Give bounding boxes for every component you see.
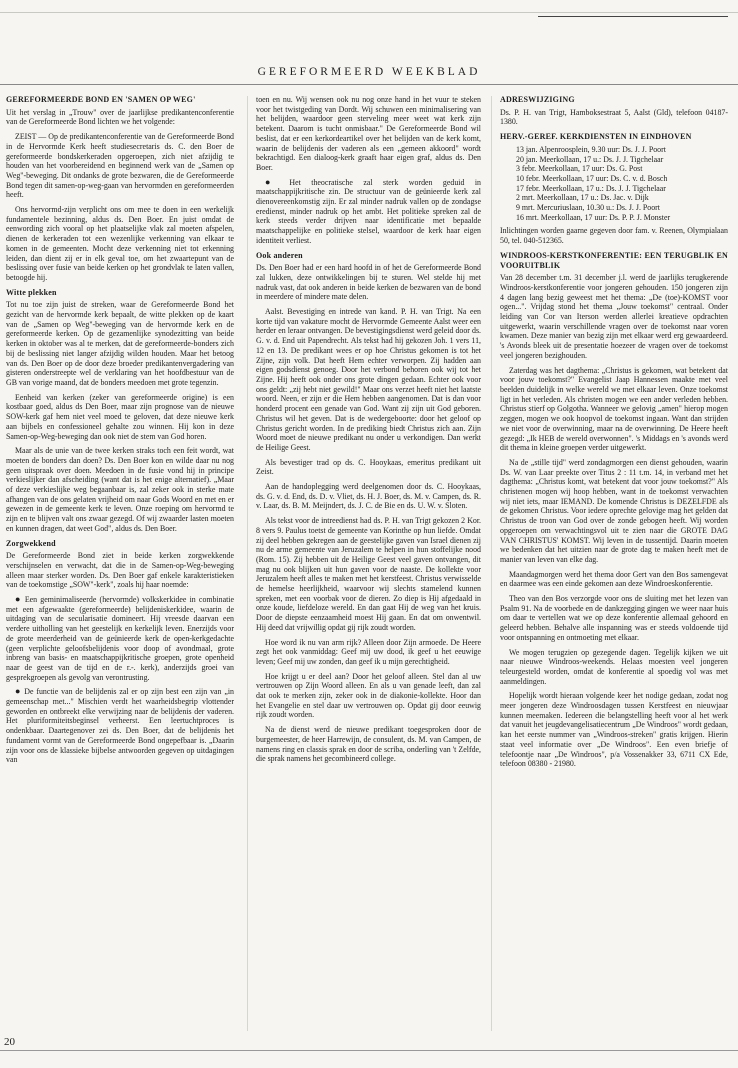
bullet-text: Het theocratische zal sterk worden geduid in maatschappijkritische zin. De structuur van de geünieerde kerk zal dienovereenkomstig zijn. Er zal minder nadruk vallen op de zondagse eredienst, minder nadruk op het ambt. Het politieke spreken zal de kerk steeds verder drijven naar identificatie met bepaalde maatschappelijke en politieke stelsel, waardoor de kerk haar eigen identiteit verliest. <box>256 177 481 245</box>
paragraph: Theo van den Bos verzorgde voor ons de sluiting met het lezen van Psalm 91. Na de voorbede en de dankzegging gingen we weer naar huis om daar te vertellen wat we op deze konferentie allemaal gehoord en geleerd hebben. Behalve alle inspanning was er steeds voldoende tijd voor ontspanning en ontmoeting met elkaar. <box>500 594 728 642</box>
schedule-item: 17 febr. Meerkollaan, 17 u.: Ds. J. J. Tigchelaar <box>516 183 666 193</box>
heading-zorgwekkend: Zorgwekkend <box>6 538 56 548</box>
paragraph: Na de dienst werd de nieuwe predikant toegesproken door de burgemeester, de heer Harrewijn, de consulent, ds. M. van Campen, de namens ring en classis sprak en door de scriba, onderling van 't Zelfde, die sprak namens het gecombineerd college. <box>256 725 481 764</box>
heading-adreswijziging: ADRESWIJZIGING <box>500 95 575 104</box>
column-2 <box>256 95 481 1035</box>
top-rule <box>0 12 738 13</box>
paragraph: Tot nu toe zijn juist de streken, waar de Gereformeerde Bond het gezicht van de hervormde kerk bepaalt, de witte plekken op de kaart van de „Samen op Weg"-beweging van de hervormde kerk en de gereformeerde kerken. Op de gezamenlijke synodezitting van beide kerken in oktober was al te merken, dat de gereformeerde-bonders zich bij de beslissing niet langer afzijdig wilden houden. Maar het betoog van ds. Den Boer op de door deze broeder predikantenvergadering van gisteren onderstreepte wel de verklaring van het hoofdbestuur van de GB van vorige maand, dat de bonders meedoen met grote tegenzin. <box>6 300 234 387</box>
paragraph: toen en nu. Wij wensen ook nu nog onze hand in het vuur te steken voor het twistgeding van Dordt. Wij schuwen een minimalisering van het belijden, waardoor geen sterveling meer weet wat kerk zijn betekent. Daarom is tucht onmisbaar." De Gereformeerde Bond wil beslist, dat er een kerkordeartikel over het belijden van de kerk komt, waarin de belijdenis der vaderen als een „gemeen akkoord" wordt bekrachtigd. Een dialoog-kerk graaft haar eigen graf, aldus ds. Den Boer. <box>256 95 481 172</box>
top-dash <box>538 16 728 17</box>
bullet-paragraph <box>6 687 234 765</box>
service-schedule <box>500 145 728 223</box>
bullet-icon: ● <box>15 686 22 697</box>
paragraph: Inlichtingen worden gaarne gegeven door fam. v. Reenen, Olympialaan 50, tel. 040-512365. <box>500 226 728 246</box>
column-divider <box>491 96 492 1031</box>
heading-ook-anderen: Ook anderen <box>256 250 303 260</box>
schedule-item: 13 jan. Alpenroosplein, 9.30 uur: Ds. J. J. Poort <box>516 144 666 154</box>
column-divider <box>247 96 248 1031</box>
heading-witte-plekken: Witte plekken <box>6 287 57 297</box>
schedule-item: 3 febr. Meerkollaan, 17 uur: Ds. G. Post <box>516 164 643 174</box>
paragraph: Van 28 december t.m. 31 december j.l. werd de jaarlijks terugkerende Windroos-kerstkonferentie voor jongeren gehouden. 150 jongeren zijn 4 dagen lang bezig geweest met het thema: „De (toe)-KOMST voor ogen...". Vrijdag stond het thema „Jouw toekomst" centraal. Onder leiding van Cor van Iterson werden allerlei kreatieve opdrachten uitgewerkt, waarin verschillende vragen over de toekomst naar voren kwamen. Deze manier van bezig zijn met elkaar werd erg gewaardeerd. 's Avonds bleek uit de presentatie hoezeer de vragen over de toekomst veel jongeren bezighouden. <box>500 273 728 360</box>
paragraph: Aan de handoplegging werd deelgenomen door ds. C. Hooykaas, ds. G. v. d. End, ds. D. v. Vliet, ds. H. J. Boer, ds. M. v. Campen, ds. R. v. Laar, ds. B. M. Meijndert, ds. J. C. de Bie en ds. U. W. v. Sloten. <box>256 482 481 511</box>
schedule-item: 10 febr. Meerkollaan, 17 uur: Ds. C. v. d. Bosch <box>516 173 668 183</box>
paragraph: Na de „stille tijd" werd zondagmorgen een dienst gehouden, waarin Ds. W. van Laar preekte over Titus 2 : 11 t.m. 14, in verband met het dagthema: „Christus komt, wat betekent dat voor jouw toekomst?" Als christenen mogen wij hoop hebben, want in de toekomst verwachten wij niet iets, maar IEMAND. De komende Christus is DEZELFDE als de gekomen Christus. Voor iedere oprechte gelovige mag het gelden dat Christus de troon van God over de zonde gebogen heeft. Wij worden opgeroepen om verwachtingsvol uit te zien naar die GROTE DAG VAN CHRISTUS' KOMST. Wij leven in de tussentijd. Daarin moeten we bedenken dat het uitzien naar de grote dag te maken heeft met de manier van leven van elke dag. <box>500 457 728 564</box>
bullet-icon: ● <box>15 594 22 605</box>
paragraph: Ds. Den Boer had er een hard hoofd in of het de Gereformeerde Bond zal lukken, deze ontwikkelingen bij te sturen. Wel stelde hij met nadruk vast, dat ook anderen in beide kerken de bezwaren van de bond in meerdere of mindere mate delen. <box>256 263 481 302</box>
bullet-text: De functie van de belijdenis zal er op zijn best een zijn van „in gemeenschap met..." Mischien verdt het waarheidsbegrip vlottender geworden en ontbreekt elke verwijzing naar de belijdenis der vaderen. Het pluriformiteitsbeginsel verheerst. Een leertuchtproces is ondenkbaar. Daartegenover zei ds. Den Boer, dat de belijdenis het fundament vormt van de Gereformeerde Bond ongepefbaar is. „Daarin zijn voor ons de klassieke bijbelse antwoorden gegeven op uitdagingen van <box>6 687 234 765</box>
paragraph: Hoe word ik nu van arm rijk? Alleen door Zijn armoede. De Heere zegt het ook vanmiddag: Geef mij uw dood, ik geef u het eeuwige leven; Geef mij uw zonden, dan geef ik u mijn gerechtigheid. <box>256 637 481 666</box>
heading-kerkdiensten: HERV.-GEREF. KERKDIENSTEN IN EINDHOVEN <box>500 132 692 142</box>
paragraph: Als bevestiger trad op ds. C. Hooykaas, emeritus predikant uit Zeist. <box>256 457 481 477</box>
paragraph: Eenheid van kerken (zeker van gereformeerde origine) is een kostbaar goed, aldus ds Den Boer, maar zijn prognose van de nieuwe SOW-kerk gaf hem niet veel moed te geloven, dat deze nieuwe kerk aan bijbels en confessioneel gehalte zou winnen. Hij kon in deze Samen-op-Weg-beweging dan ook niet de stem van God horen. <box>6 392 234 441</box>
bullet-icon: ● <box>265 176 279 187</box>
masthead-rule <box>0 84 738 85</box>
paragraph: Als tekst voor de intreedienst had ds. P. H. van Trigt gekozen 2 Kor. 8 vers 9. Paulus toetst de gemeente van Korinthe op hun liefde. Omdat zij deel hebben gekregen aan de geestelijke gaven van Israel dienen zij nu de arme gemeente van Jeruzalem te helpen in hun stoffelijke nood (Rom. 15). Zij hebben uit de Heilige Geest veel gaven ontvangen, dit mag nu ook blijken uit hun gaven voor de naaste. De kollekte voor Jeruzalem heeft alles te maken met het kerstfeest. Christus verwisselde de hemelse heerlijkheid, waarvoor wij slechts stamelend kunnen spreken, met een voorbak voor de dieren. Zo diep is Hij afgedaald in onze koude, liefdeloze wereld. En dan gaat Hij de weg van het kruis. Door de diepste eenzaamheid moest Hij gaan. En dat om onwentwil. Hij deed dat vrijwillig opdat gij rijk zoudt worden. <box>256 516 481 632</box>
page-number: 20 <box>4 1036 15 1048</box>
paragraph: Uit het verslag in „Trouw" over de jaarlijkse predikantenconferentie van de Gereformeerde Bond lichten we het volgende: <box>6 107 234 127</box>
paragraph: Zaterdag was het dagthema: „Christus is gekomen, wat betekent dat voor jouw toekomst?" Evangelist Jaap Hannessen maakte met veel beelden duidelijk in welke wereld we met elkaar leven. Onze toekomst ligt in het verleden. Als christen mogen we een ander verleden hebben. Christus stierf op Golgotha. Wanneer we gelovig „amen" hierop mogen zeggen, mogen we ook hoopvol de toekomst ingaan. Want dan strijden we niet voor de overwinning, maar na de overwinning. De Heere heeft gezegd: „Ik HEB de wereld overwonnen". 's Middags en 's avonds werd dit thema in kleine groepen verder uitgewerkt. <box>500 365 728 453</box>
paragraph: Ds. P. H. van Trigt, Hamboksestraat 5, Aalst (Gld), telefoon 04187-1380. <box>500 107 728 127</box>
schedule-item: 16 mrt. Meerkollaan, 17 uur: Ds. P. P. J. Monster <box>516 212 671 222</box>
heading-samen-op-weg: GEREFORMEERDE BOND EN 'SAMEN OP WEG' <box>6 95 196 104</box>
column-1 <box>6 95 234 1035</box>
paragraph: Maar als de unie van de twee kerken straks toch een feit wordt, wat moeten de bonders dan doen? Ds. Den Boer kon en wilde daar nu nog geen uitspraak over doen. Meedoen in de fusie vond hij in principe verkieslijker dan afscheiding (want dat is het enige alternatief). „Maar of deze verkieslijke weg begaanbaar is, zal zeker ook in sterke mate afhangen van de ons gelaten vrijheid om naar Gods Woord en met en er gewezen in de gemeente kerk te leven. Onze roeping om hervormd te zijn en te blijven valt ons zwaar gezegd. Of wij zwaarder lasten moeten en kunnen dragen, dat weet God", aldus ds. Den Boer. <box>6 446 234 533</box>
paragraph: Hoe krijgt u er deel aan? Door het geloof alleen. Stel dan al uw vertrouwen op Zijn Woord alleen. En als u van genade leeft, dan zal dat ook te merken zijn, zeker ook in de diakonie-kollekte. Hoor dan het Evangelie en stel daar uw vertrouwen op. Opdat gij door eeuwig rijk zoudt worden. <box>256 671 481 720</box>
paragraph: De Gereformeerde Bond ziet in beide kerken zorgwekkende verschijnselen en verwacht, dat die in de Samen-op-Weg-beweging alleen maar sterker worden. Ds. Den Boer gaf enkele karakteristieken van de toekomstige „SOW"-kerk", zoals hij haar noemde: <box>6 551 234 590</box>
schedule-item: 9 mrt. Mercuriuslaan, 10.30 u.: Ds. J. J. Poort <box>516 203 660 213</box>
paragraph: We mogen terugzien op gezegende dagen. Tegelijk kijken we uit naar nieuwe Windroos-weekends. Helaas moesten veel jongeren teleurgesteld worden, omdat de konferentie al spoedig vol was met aanmeldingen. <box>500 647 728 686</box>
paragraph: Ons hervormd-zijn verplicht ons om mee te doen in een werkelijk fundamentele bezinning, aldus ds. Den Boer. En juist omdat de eenwording zich vooral op het plaatselijke vlak zal moeten afspelen, dienen de kerkeraden tot een wezenlijke verkenning van elkaar te komen in de gemeenten. Mocht deze verkenning niet tot erkenning leiden, dan dient zij er in elk geval toe, om het zwaartepunt van de beslissing over fusie van beide kerken op het grondvlak te laten vallen, betoogde hij. <box>6 205 234 282</box>
paragraph: ZEIST — Op de predikantenconferentie van de Gereformeerde Bond in de Hervormde Kerk heeft studiesecretaris ds. C. den Boer de gereformeerde bondskerkeraden opgeroepen, zich niet afzijdig te houden van het voorbereidend en beginnend werk van de „Samen op Weg"-beweging. Dit ondanks de grote bezwaren, die de Gereformeerde Bond tegen dit samen-op-weg-gaan van hervormden en gereformeerden heeft. <box>6 132 234 200</box>
paragraph: Maandagmorgen werd het thema door Gert van den Bos samengevat en daarmee was een einde gekomen aan deze Windroeskonferentie. <box>500 569 728 589</box>
paragraph: Aalst. Bevestiging en intrede van kand. P. H. van Trigt. Na een korte tijd van vakature mocht de Hervormde Gemeente Aalst weer een herder en leraar ontvangen. De bevestigingsdienst werd geleid door ds. G. v. d. End uit Papendrecht. Als tekst had hij gekozen Joh. 1 vers 11, 12 en 13. De predikant wees er op hoe Christus gekomen is tot het Zijne, zijn volk. Dat heeft Hem echter verworpen. Zij hadden aan eigen godsdienst genoeg. Door het verbond behoren ook wij tot het Zijne. Hij heeft ook onder ons grote dingen gedaan. Echter ook voor ons geldt: „zij hebt niet gewild!" Maar ons verzet heeft niet het laatste woord. Neen, er zijn er die Hem hebben aangenomen. Dat is dan voor honderd procent een genade van God. Want zij zijn uit God geboren. Christus wil het geven. Dat is de wedergeboorte: door het geloof op Christus gericht worden. In de prediking biedt Christus zich aan. Zijn Woord moet de nieuwe predikant nu onder u verkondigen. Dan werkt de Heilige Geest. <box>256 307 481 452</box>
bullet-paragraph <box>6 595 234 682</box>
bullet-text: Een geminimaliseerde (hervormde) volkskerkidee in combinatie met een afgewaakte (gereformeerde) belijdeniskerkidee, waarin de uitdaging van de secularisatie domineert. Hij vreesde daarvan een verdere uitholling van het geestelijk en kerkelijk leven. Enerzijds voor de grote meerderheid van de geünieerde kerk de open-kerkgedachte (geen verplichte geloofsbelijdenis voor doop of avondmaal, grote inbreng van basis- en maatschappijkritische groepen, grote openheid naar de geest van de tijd en de r.-. kerk), anderzijds groei van gesprekgroepen als gevolg van verontrusting. <box>6 595 234 682</box>
schedule-item: 20 jan. Meerkollaan, 17 u.: Ds. J. J. Tigchelaar <box>516 154 664 164</box>
heading-windroos: WINDROOS-KERSTKONFERENTIE: EEN TERUGBLIK EN VOORUITBLIK <box>500 250 728 270</box>
bullet-paragraph <box>256 178 481 246</box>
column-3 <box>500 95 728 1035</box>
paragraph: Hopelijk wordt hieraan volgende keer het nodige gedaan, zodat nog meer jongeren deze Windroosdagen tussen Kerstfeest en nieuwjaar kunnen meemaken. Iedereen die belangstelling heeft voor al het werk dat vanuit het jeugdevangelisatiecentrum „De Windroos" wordt gedaan, kan het eerste nummer van „Windroos-streken" gratis krijgen. Hierin staat veel informatie over „De Windroos". Een even briefje of telefoontje naar „De Windroos", p/a Vossenakker 33, 6711 CX Ede, telefoon 08380 - 21980. <box>500 691 728 769</box>
masthead: GEREFORMEERD WEEKBLAD <box>257 66 481 78</box>
bottom-rule <box>0 1050 738 1051</box>
schedule-item: 2 mrt. Meerkollaan, 17 u.: Ds. Jac. v. Dijk <box>516 193 649 203</box>
